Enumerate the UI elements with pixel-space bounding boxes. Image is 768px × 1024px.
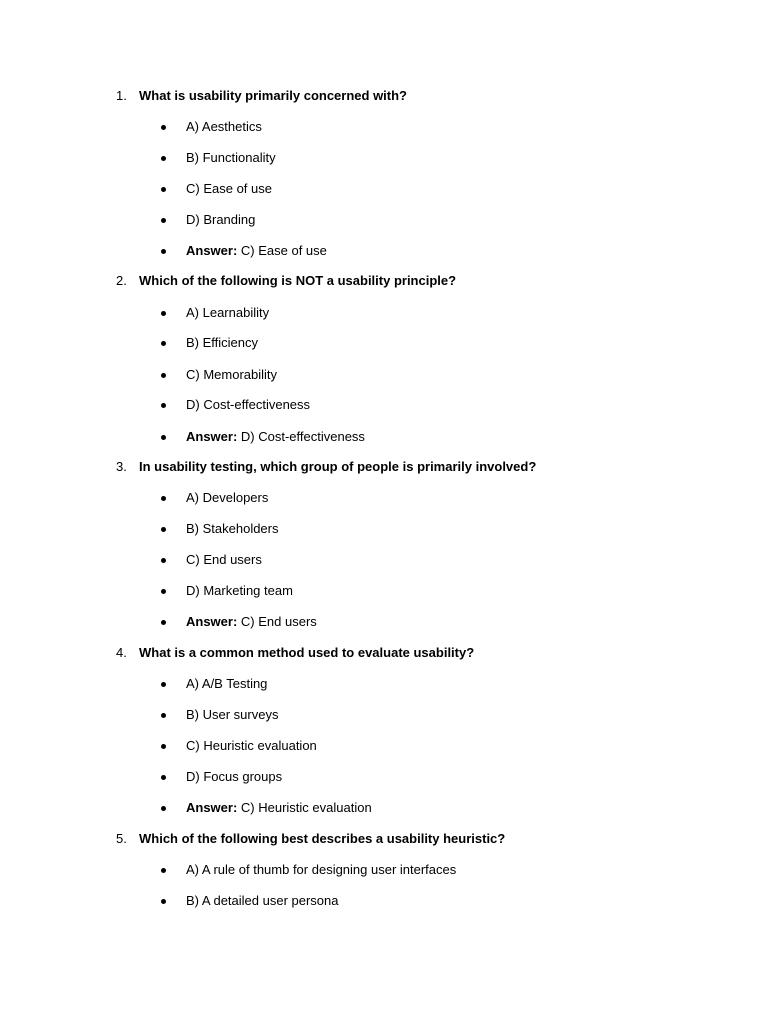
option-item (0, 150, 768, 166)
bullet-icon (161, 249, 166, 254)
answer-item (0, 800, 768, 816)
option-item (0, 521, 768, 537)
bullet-icon (161, 558, 166, 563)
bullet-icon (161, 620, 166, 625)
option-item (0, 335, 768, 351)
option-item (0, 119, 768, 135)
option-text: A) Developers (186, 490, 269, 505)
option-text: D) Cost-effectiveness (186, 397, 311, 412)
bullet-icon (161, 435, 166, 440)
question-text: Which of the following is NOT a usability principle? (139, 273, 457, 288)
answer-item (0, 429, 768, 445)
answer-value: C) Heuristic evaluation (237, 800, 372, 815)
answer-text (186, 429, 365, 445)
question-text: In usability testing, which group of people is primarily involved? (139, 459, 537, 474)
option-item (0, 738, 768, 754)
question-text: What is usability primarily concerned with? (139, 88, 407, 103)
answer-label: Answer: (186, 614, 238, 629)
option-item (0, 397, 768, 413)
bullet-icon (161, 156, 166, 161)
option-item (0, 367, 768, 383)
bullet-icon (161, 868, 166, 873)
answer-value: C) Ease of use (237, 243, 327, 258)
answer-label: Answer: (186, 800, 238, 815)
answer-item (0, 614, 768, 630)
bullet-icon (161, 125, 166, 130)
option-item (0, 305, 768, 321)
option-text: B) A detailed user persona (186, 893, 339, 908)
option-item (0, 552, 768, 568)
option-item (0, 769, 768, 785)
answer-value: D) Cost-effectiveness (237, 429, 365, 444)
answer-label: Answer: (186, 429, 238, 444)
option-item (0, 707, 768, 723)
option-text: B) User surveys (186, 707, 279, 722)
bullet-icon (161, 589, 166, 594)
answer-text (186, 800, 372, 816)
bullet-icon (161, 744, 166, 749)
bullet-icon (161, 341, 166, 346)
option-text: C) End users (186, 552, 262, 567)
option-text: A) Learnability (186, 305, 270, 320)
option-item (0, 676, 768, 692)
answer-label: Answer: (186, 243, 238, 258)
bullet-icon (161, 496, 166, 501)
answer-value: C) End users (237, 614, 317, 629)
answer-item (0, 243, 768, 259)
bullet-icon (161, 373, 166, 378)
question-number: 1. (116, 88, 127, 103)
option-item (0, 212, 768, 228)
bullet-icon (161, 899, 166, 904)
question-text: Which of the following best describes a usability heuristic? (139, 831, 506, 846)
question-number: 5. (116, 831, 127, 846)
bullet-icon (161, 806, 166, 811)
option-text: B) Stakeholders (186, 521, 279, 536)
bullet-icon (161, 187, 166, 192)
option-item (0, 490, 768, 506)
bullet-icon (161, 775, 166, 780)
question-number: 3. (116, 459, 127, 474)
bullet-icon (161, 527, 166, 532)
option-text: C) Memorability (186, 367, 278, 382)
option-text: A) A rule of thumb for designing user interfaces (186, 862, 457, 877)
question-number: 4. (116, 645, 127, 660)
bullet-icon (161, 403, 166, 408)
bullet-icon (161, 713, 166, 718)
answer-text (186, 614, 317, 630)
bullet-icon (161, 311, 166, 316)
option-item (0, 583, 768, 599)
option-text: D) Marketing team (186, 583, 293, 598)
option-item (0, 893, 768, 909)
question-number: 2. (116, 273, 127, 288)
option-text: B) Efficiency (186, 335, 259, 350)
option-text: D) Branding (186, 212, 256, 227)
option-text: D) Focus groups (186, 769, 283, 784)
option-text: A) A/B Testing (186, 676, 268, 691)
option-text: C) Ease of use (186, 181, 272, 196)
option-text: C) Heuristic evaluation (186, 738, 317, 753)
question-text: What is a common method used to evaluate usability? (139, 645, 475, 660)
option-item (0, 862, 768, 878)
answer-text (186, 243, 327, 259)
option-text: B) Functionality (186, 150, 276, 165)
option-item (0, 181, 768, 197)
option-text: A) Aesthetics (186, 119, 262, 134)
bullet-icon (161, 218, 166, 223)
bullet-icon (161, 682, 166, 687)
